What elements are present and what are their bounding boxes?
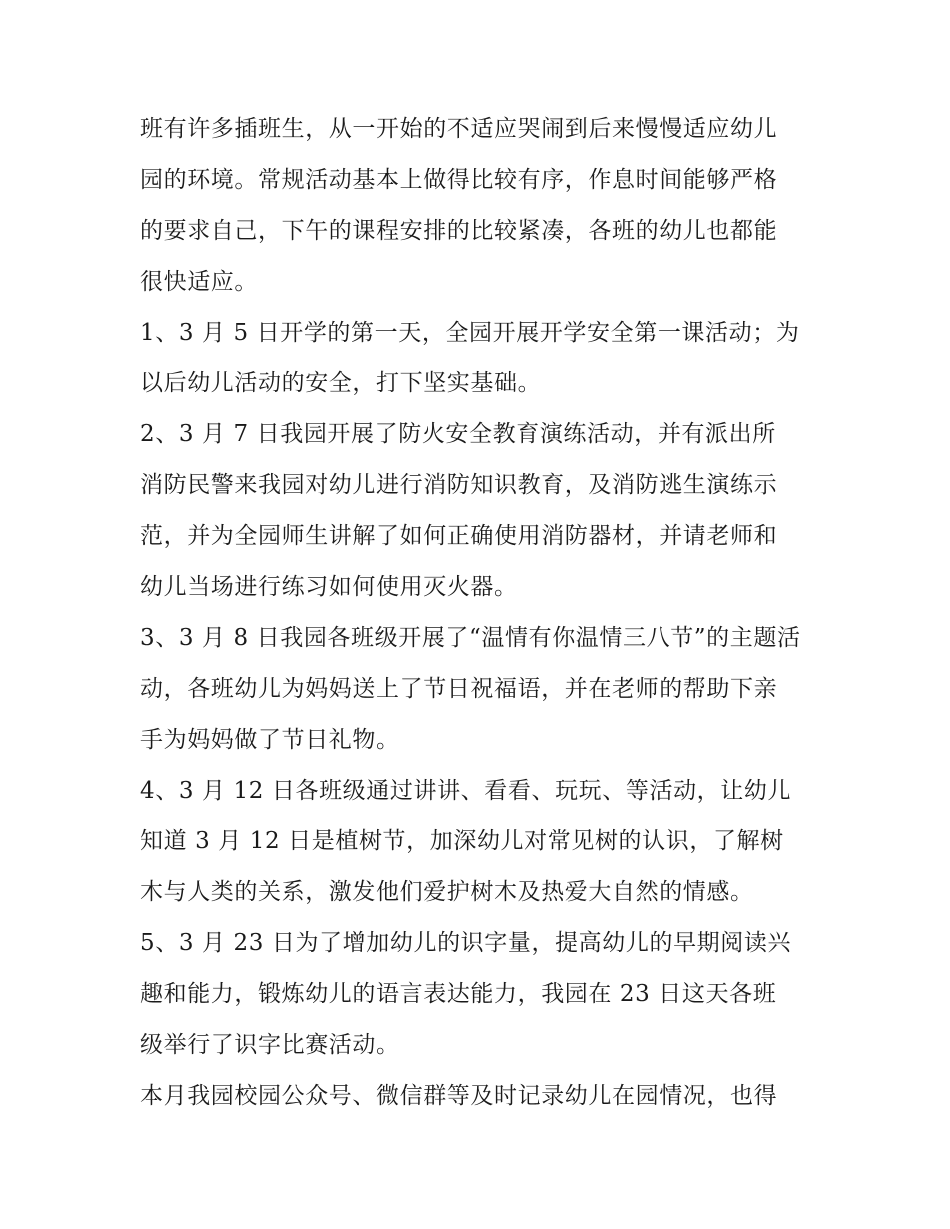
item-3-line-3: 手为妈妈做了节日礼物。 <box>140 726 400 753</box>
item-1-line-2: 以后幼儿活动的安全，打下坚实基础。 <box>140 370 542 397</box>
item-3-line-1: 3、3 月 8 日我园各班级开展了“温情有你温情三八节”的主题活 <box>140 624 801 651</box>
item-4-line-1: 4、3 月 12 日各班级通过讲讲、看看、玩玩、等活动，让幼儿 <box>140 777 792 804</box>
text-line-2: 园的环境。常规活动基本上做得比较有序，作息时间能够严格 <box>140 166 778 193</box>
item-3-line-2: 动，各班幼儿为妈妈送上了节日祝福语，并在老师的帮助下亲 <box>140 675 778 702</box>
text-line-1: 班有许多插班生，从一开始的不适应哭闹到后来慢慢适应幼儿 <box>140 116 778 142</box>
text-line-3: 的要求自己，下午的课程安排的比较紧凑，各班的幼儿也都能 <box>140 217 778 244</box>
item-2-line-2: 消防民警来我园对幼儿进行消防知识教育，及消防逃生演练示 <box>140 472 778 499</box>
document-text-body <box>140 104 820 1122</box>
item-2-line-3: 范，并为全园师生讲解了如何正确使用消防器材，并请老师和 <box>140 523 778 550</box>
item-5-line-3: 级举行了识字比赛活动。 <box>140 1032 400 1059</box>
item-2-line-4: 幼儿当场进行练习如何使用灭火器。 <box>140 574 518 601</box>
closing-line-1: 本月我园校园公众号、微信群等及时记录幼儿在园情况，也得 <box>140 1082 778 1109</box>
item-1-line-1: 1、3 月 5 日开学的第一天，全园开展开学安全第一课活动；为 <box>140 319 800 346</box>
item-4-line-2: 知道 3 月 12 日是植树节，加深幼儿对常见树的认识，了解树 <box>140 828 784 855</box>
item-5-line-2: 趣和能力，锻炼幼儿的语言表达能力，我园在 23 日这天各班 <box>140 981 777 1008</box>
item-2-line-1: 2、3 月 7 日我园开展了防火安全教育演练活动，并有派出所 <box>140 421 776 448</box>
text-line-4: 很快适应。 <box>140 268 258 295</box>
item-5-line-1: 5、3 月 23 日为了增加幼儿的识字量，提高幼儿的早期阅读兴 <box>140 930 792 957</box>
item-4-line-3: 木与人类的关系，激发他们爱护树木及热爱大自然的情感。 <box>140 879 754 906</box>
